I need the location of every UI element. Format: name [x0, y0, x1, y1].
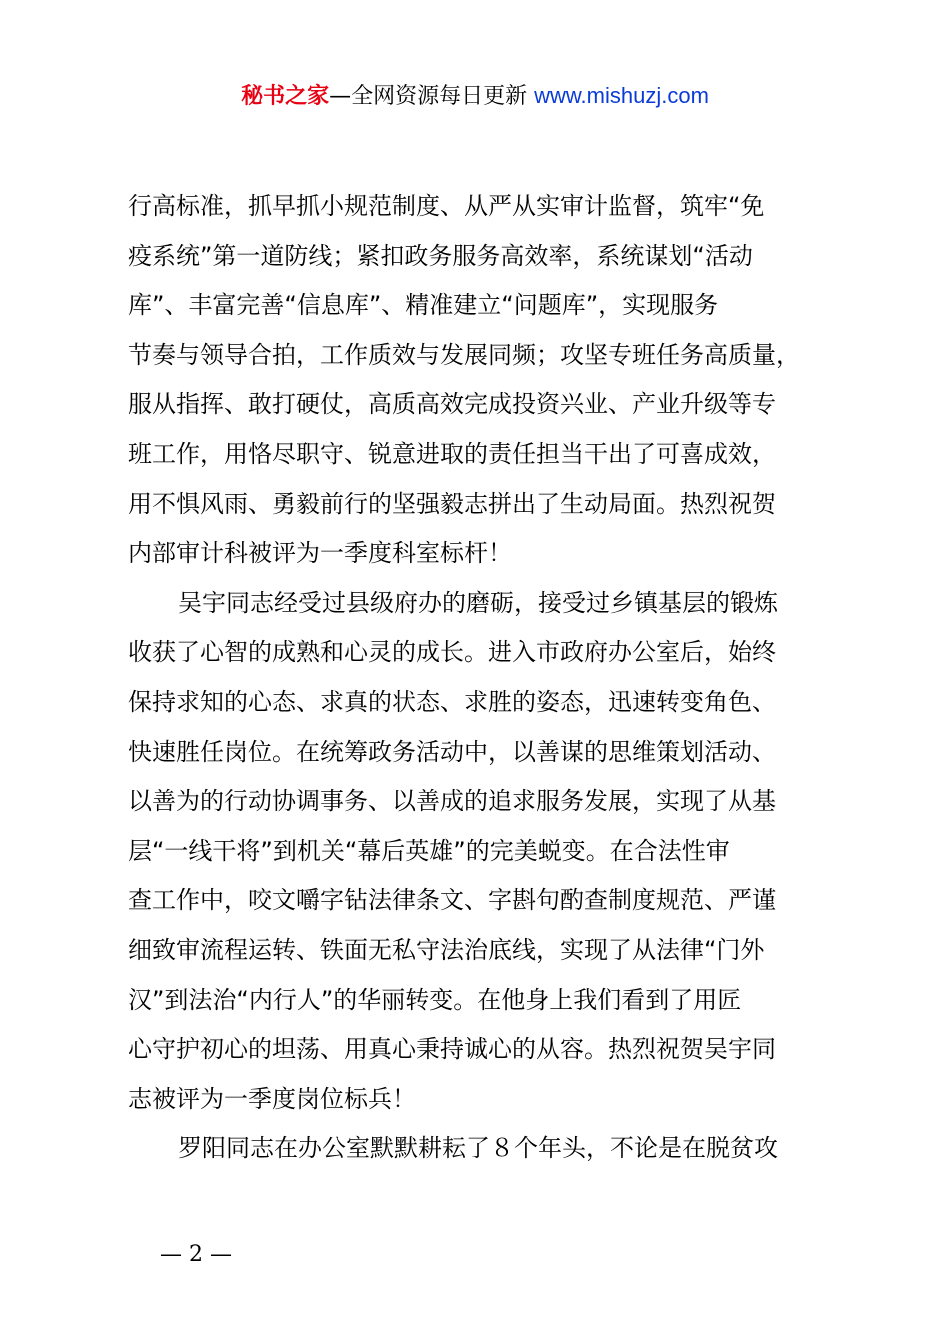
- text-line: 志被评为一季度岗位标兵！: [128, 1084, 416, 1113]
- document-body: [128, 182, 828, 1174]
- text-line: 层“一线干将”到机关“幕后英雄”的完美蜕变。在合法性审: [128, 836, 730, 865]
- text-line: 快速胜任岗位。在统筹政务活动中，以善谋的思维策划活动、: [128, 737, 776, 766]
- text-line: 查工作中，咬文嚼字钻法律条文、字斟句酌查制度规范、严谨: [128, 886, 776, 915]
- text-line: 用不惧风雨、勇毅前行的坚强毅志拼出了生动局面。热烈祝贺: [128, 489, 776, 518]
- text-line: 服从指挥、敢打硬仗，高质高效完成投资兴业、产业升级等专: [128, 390, 776, 419]
- text-line: 保持求知的心态、求真的状态、求胜的姿态，迅速转变角色、: [128, 687, 776, 716]
- paragraph-first-line: 吴宇同志经受过县级府办的磨砺，接受过乡镇基层的锻炼: [178, 588, 778, 617]
- text-line: 疫系统”第一道防线；紧扣政务服务高效率，系统谋划“活动: [128, 241, 753, 270]
- text-line: 节奏与领导合拍，工作质效与发展同频；攻坚专班任务高质量，: [128, 340, 800, 369]
- text-line: 细致审流程运转、铁面无私守法治底线，实现了从法律“门外: [128, 935, 765, 964]
- paragraph-first-line: 罗阳同志在办公室默默耕耘了８个年头，不论是在脱贫攻: [178, 1134, 778, 1163]
- site-url-link[interactable]: www.mishuzj.com: [534, 83, 709, 108]
- text-line: 收获了心智的成熟和心灵的成长。进入市政府办公室后，始终: [128, 638, 776, 667]
- site-header: [0, 80, 950, 113]
- site-tagline: —全网资源每日更新: [329, 84, 535, 109]
- page-number: — 2 —: [160, 1242, 232, 1267]
- text-line: 行高标准，抓早抓小规范制度、从严从实审计监督，筑牢“免: [128, 192, 765, 220]
- text-line: 内部审计科被评为一季度科室标杆！: [128, 539, 512, 568]
- text-line: 心守护初心的坦荡、用真心秉持诚心的从容。热烈祝贺吴宇同: [128, 1035, 776, 1064]
- text-line: 班工作，用恪尽职守、锐意进取的责任担当干出了可喜成效，: [128, 439, 776, 468]
- text-line: 汉”到法治“内行人”的华丽转变。在他身上我们看到了用匠: [128, 985, 742, 1014]
- text-line: 库”、丰富完善“信息库”、精准建立“问题库”，实现服务: [128, 291, 719, 320]
- site-brand: 秘书之家: [241, 84, 330, 109]
- text-line: 以善为的行动协调事务、以善成的追求服务发展，实现了从基: [128, 787, 776, 816]
